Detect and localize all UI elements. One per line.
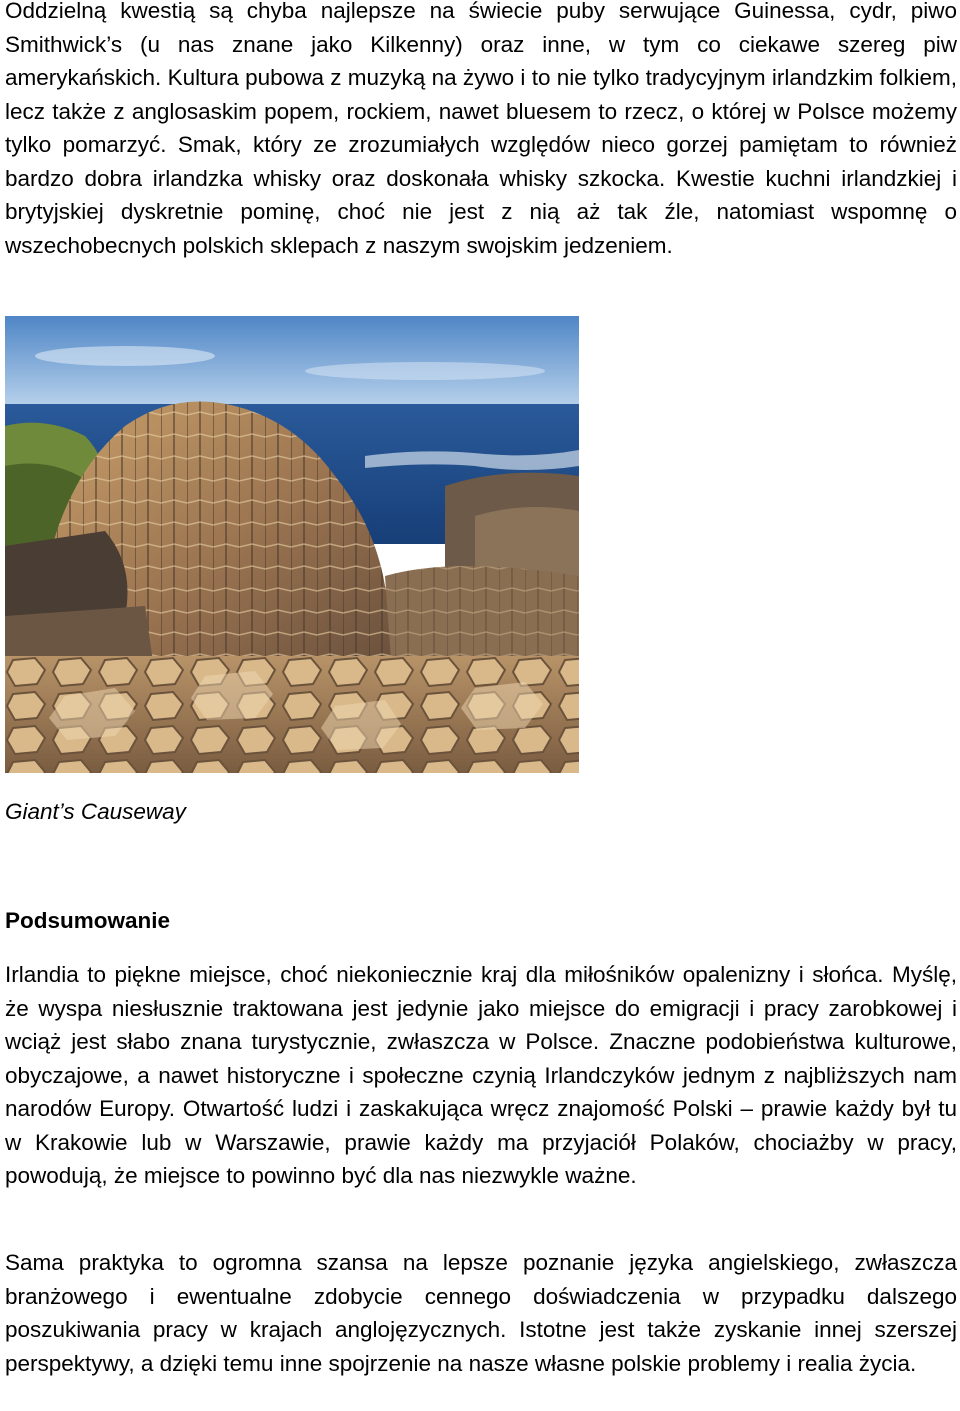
giants-causeway-photo: [5, 316, 579, 773]
photo-caption: Giant’s Causeway: [5, 799, 186, 824]
intro-paragraph: Oddzielną kwestią są chyba najlepsze na świecie puby serwujące Guinessa, cydr, piwo Smithwick’s (u nas znane jako Kilkenny) oraz inne, w tym co ciekawe szereg piw amerykańskich. Kultura pubowa z muzyką na żywo i to nie tylko tradycyjnym irlandzkim folkiem, lecz także z anglosaskim popem, rockiem, nawet bluesem to rzecz, o której w Polsce możemy tylko pomarzyć. Smak, który ze zrozumiałych względów nieco gorzej pamiętam to również bardzo dobra irlandzka whisky oraz doskonała whisky szkocka. Kwestie kuchni irlandzkiej i brytyjskiej dyskretnie pominę, choć nie jest z nią aż tak źle, natomiast wspomnę o wszechobecnych polskich sklepach z naszym swojskim jedzeniem.: [5, 0, 957, 258]
summary-paragraph: Irlandia to piękne miejsce, choć niekoniecznie kraj dla miłośników opalenizny i słońca. Myślę, że wyspa niesłusznie traktowana jest jedynie jako miejsce do emigracji i pracy zarobkowej i wciąż jest słabo znana turystycznie, zwłaszcza w Polsce. Znaczne podobieństwa kulturowe, obyczajowe, a nawet historyczne i społeczne czynią Irlandczyków jednym z najbliższych nam narodów Europy. Otwartość ludzi i zaskakująca wręcz znajomość Polski – prawie każdy był tu w Krakowie lub w Warszawie, prawie każdy ma przyjaciół Polaków, chociażby w pracy, powodują, że miejsce to powinno być dla nas niezwykle ważne.: [5, 962, 957, 1188]
closing-paragraph: Sama praktyka to ogromna szansa na lepsze poznanie języka angielskiego, zwłaszcza branżowego i ewentualne zdobycie cennego doświadczenia w przypadku dalszego poszukiwania pracy w krajach anglojęzycznych. Istotne jest także zyskanie innej szerszej perspektywy, a dzięki temu inne spojrzenie na nasze własne polskie problemy i realia życia.: [5, 1250, 957, 1376]
summary-heading: Podsumowanie: [5, 908, 171, 933]
